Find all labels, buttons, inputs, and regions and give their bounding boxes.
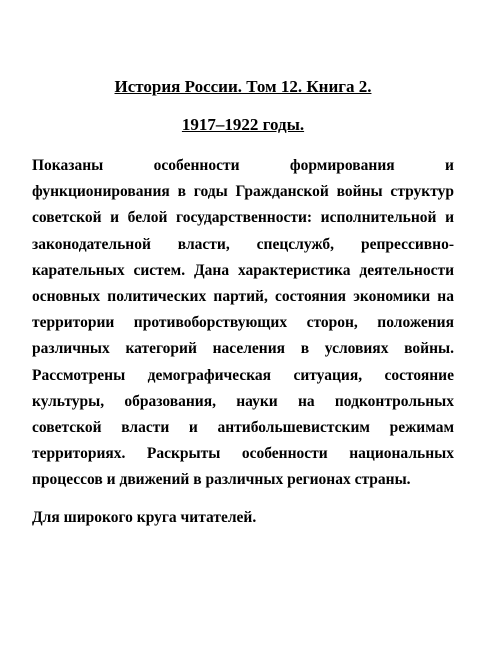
document-subtitle-years: 1917–1922 годы.: [181, 115, 305, 134]
abstract-paragraph: Показаны особенности формирования и функционирования в годы Гражданской войны структур советской и белой государственности: исполнительной и законодательной власти, спецслужб, репрессивно-карательных систем. Дана характеристика деятельности основных политических партий, состояния экономики на территории противоборствующих сторон, положения различных категорий населения в условиях войны. Рассмотрены демографическая ситуация, состояние культуры, образования, науки на подконтрольных советской власти и антибольшевистским режимам территориях. Раскрыты особенности национальных процессов и движений в различных регионах страны.: [32, 157, 454, 489]
document-page: [32, 76, 454, 531]
document-title: История России. Том 12. Книга 2.: [114, 77, 372, 96]
audience-note: Для широкого круга читателей.: [32, 508, 257, 526]
